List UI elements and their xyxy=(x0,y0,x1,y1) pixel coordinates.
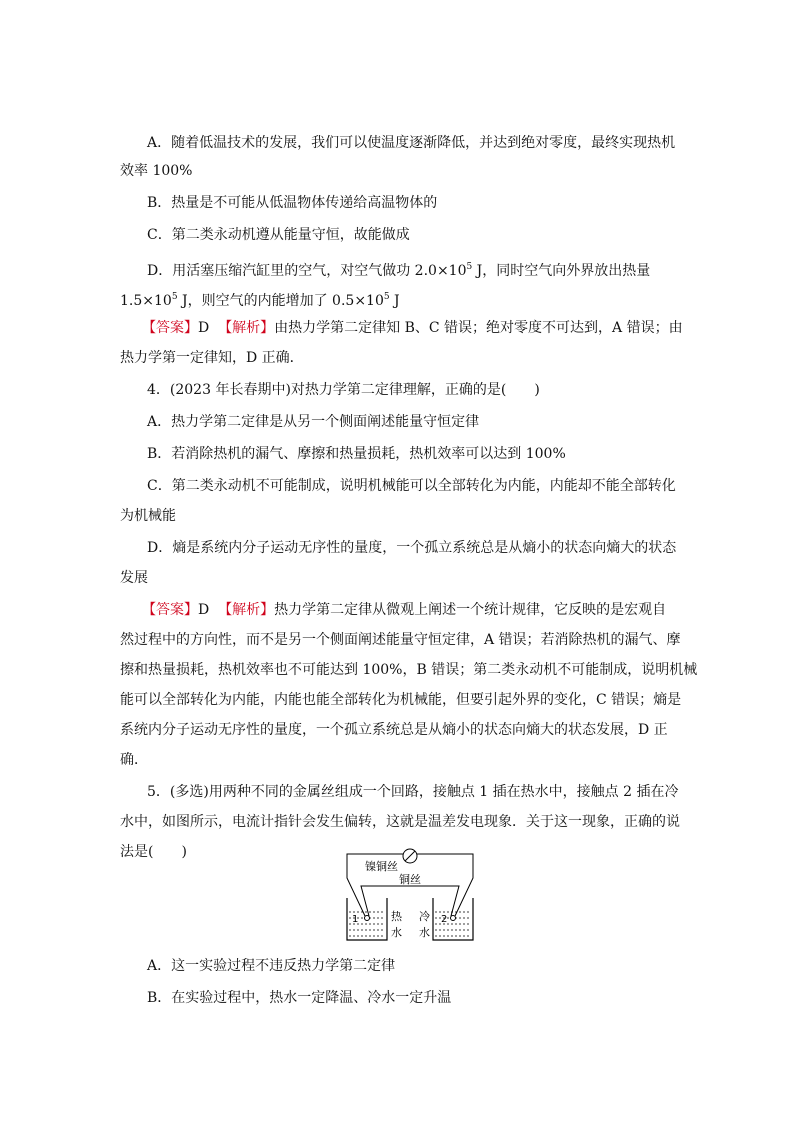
q4-answer-tag: 【答案】 xyxy=(142,602,198,618)
q4-analysis-line6: 确． xyxy=(120,752,148,768)
q3-answer-line1 xyxy=(0,318,794,338)
q5-stem-line3: 法是( ) xyxy=(120,844,187,860)
q4-option-b: B．若消除热机的漏气、摩擦和热量损耗，热机效率可以达到 100% xyxy=(147,446,566,462)
q3-option-d-text-b: J，同时空气向外界放出热量 xyxy=(472,263,651,279)
q3-option-a-line2: 效率 100% xyxy=(120,163,193,179)
q4-option-a: A．热力学第二定律是从另一个侧面阐述能量守恒定律 xyxy=(147,414,480,430)
q3-option-d-line2 xyxy=(0,287,794,311)
q3-analysis-line2: 热力学第一定律知，D 正确． xyxy=(120,350,304,366)
q3-option-d2-text-c: J xyxy=(389,293,400,309)
q5-option-b: B．在实验过程中，热水一定降温、冷水一定升温 xyxy=(147,990,452,1006)
label-nickel-copper: 镍铜丝 xyxy=(365,860,398,873)
q3-option-d2-exponent-2: 5 xyxy=(383,292,390,302)
q3-analysis-tag: 【解析】 xyxy=(218,320,275,336)
q3-answer-tag: 【答案】 xyxy=(142,320,198,336)
q5-option-a: A．这一实验过程不违反热力学第二定律 xyxy=(147,958,396,974)
q4-answer-value: D xyxy=(198,602,210,618)
q4-analysis-tag: 【解析】 xyxy=(218,602,275,618)
thermocouple-figure xyxy=(335,848,485,948)
q3-analysis-text: 由热力学第二定律知 B、C 错误；绝对零度不可达到，A 错误；由 xyxy=(274,320,683,336)
q4-option-c-line2: 为机械能 xyxy=(120,508,176,524)
q3-option-d2-text-a: 1.5×10 xyxy=(120,293,172,309)
q3-option-c: C．第二类永动机遵从能量守恒，故能做成 xyxy=(147,227,410,243)
q4-analysis-line3: 擦和热量损耗，热机效率也不可能达到 100%，B 错误；第二类永动机不可能制成，说明机械 xyxy=(120,662,698,678)
copper-wire xyxy=(361,886,459,916)
label-copper: 铜丝 xyxy=(399,873,421,886)
q3-option-d-line1 xyxy=(0,257,794,281)
q3-option-d2-text-b: J，则空气的内能增加了 0.5×10 xyxy=(177,293,384,309)
q3-answer-value: D xyxy=(198,320,210,336)
q4-analysis-line5: 系统内分子运动无序性的量度，一个孤立系统总是从熵小的状态向熵大的状态发展，D 正 xyxy=(120,722,668,738)
q4-stem: 4．(2023 年长春期中)对热力学第二定律理解，正确的是( ) xyxy=(147,382,540,398)
q4-analysis-line4: 能可以全部转化为内能，内能也能全部转化为机械能，但要引起外界的变化，C 错误；熵是 xyxy=(120,692,682,708)
q3-option-b: B．热量是不可能从低温物体传递给高温物体的 xyxy=(147,195,438,211)
q4-option-d-line1: D．熵是系统内分子运动无序性的量度，一个孤立系统总是从熵小的状态向熵大的状态 xyxy=(147,540,677,556)
label-hot-2: 水 xyxy=(391,926,402,939)
q3-option-d2-exponent-1: 5 xyxy=(171,292,178,302)
junction-2 xyxy=(451,916,456,921)
label-cold-1: 冷 xyxy=(419,910,430,923)
q3-option-d-text-a: D．用活塞压缩汽缸里的空气，对空气做功 2.0×10 xyxy=(147,263,467,279)
q4-option-d-line2: 发展 xyxy=(120,570,148,586)
label-hot-1: 热 xyxy=(391,910,402,923)
q3-option-a-line1: A．随着低温技术的发展，我们可以使温度逐渐降低，并达到绝对零度，最终实现热机 xyxy=(147,135,676,151)
q4-option-c-line1: C．第二类永动机不可能制成，说明机械能可以全部转化为内能，内能却不能全部转化 xyxy=(147,478,676,494)
junction-1 xyxy=(365,916,370,921)
q4-analysis-text: 热力学第二定律从微观上阐述一个统计规律，它反映的是宏观自 xyxy=(274,602,667,618)
q4-analysis-line2: 然过程中的方向性，而不是另一个侧面阐述能量守恒定律，A 错误；若消除热机的漏气、摩 xyxy=(120,632,681,648)
q5-stem-line2: 水中，如图所示，电流计指针会发生偏转，这就是温差发电现象．关于这一现象，正确的说 xyxy=(120,814,680,830)
q3-option-d-exponent: 5 xyxy=(466,262,473,272)
q5-stem-line1: 5．(多选)用两种不同的金属丝组成一个回路，接触点 1 插在热水中，接触点 2 插在冷 xyxy=(147,784,679,800)
label-point-2: 2 xyxy=(441,914,448,925)
label-point-1: 1 xyxy=(352,914,359,925)
label-cold-2: 水 xyxy=(419,926,430,939)
q4-answer-line1 xyxy=(0,600,794,620)
